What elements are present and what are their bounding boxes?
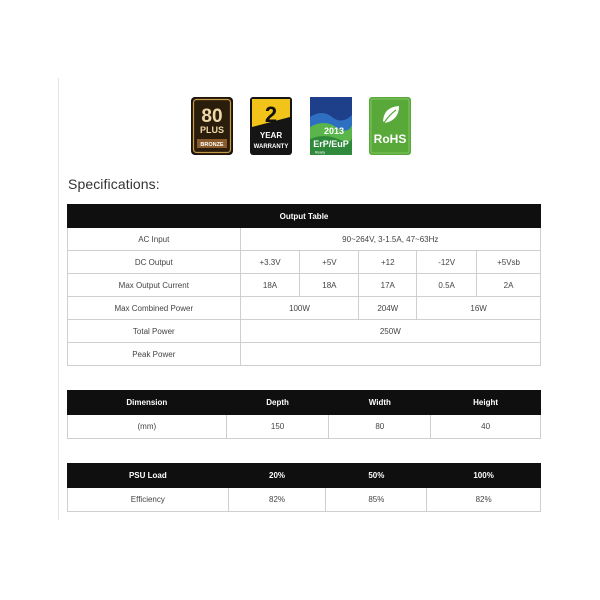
- svg-text:PLUS: PLUS: [199, 125, 225, 135]
- table-header-row: [68, 391, 541, 415]
- output-table: [67, 204, 541, 366]
- erp-eup-2013-logo: [310, 97, 352, 155]
- table-row: [68, 415, 541, 439]
- rohs-logo: [369, 97, 411, 155]
- table-cell: 80: [329, 415, 431, 439]
- peak-power-value: [240, 343, 540, 366]
- 80-plus-bronze-logo: [191, 97, 233, 155]
- table-row: [68, 228, 541, 251]
- table-header-row: [68, 205, 541, 228]
- column-header: 50%: [326, 464, 427, 488]
- max-combined-value: 100W: [240, 297, 359, 320]
- dc-output-rail: +12: [359, 251, 417, 274]
- dc-output-rail: -12V: [417, 251, 477, 274]
- table-row: [68, 274, 541, 297]
- row-label: Max Combined Power: [68, 297, 241, 320]
- max-current-value: 2A: [477, 274, 541, 297]
- row-label: Max Output Current: [68, 274, 241, 297]
- specifications-heading: Specifications:: [68, 176, 160, 192]
- table-cell: Efficiency: [68, 488, 229, 512]
- row-label: Total Power: [68, 320, 241, 343]
- max-current-value: 18A: [240, 274, 300, 297]
- table-cell: 82%: [228, 488, 326, 512]
- table-cell: 150: [226, 415, 329, 439]
- dc-output-rail: +3.3V: [240, 251, 300, 274]
- dimension-table: [67, 390, 541, 439]
- row-label: AC Input: [68, 228, 241, 251]
- table-row: [68, 343, 541, 366]
- table-cell: 40: [431, 415, 541, 439]
- total-power-value: 250W: [240, 320, 540, 343]
- max-current-value: 18A: [300, 274, 359, 297]
- column-header: 20%: [228, 464, 326, 488]
- 2-year-warranty-logo: [250, 97, 292, 155]
- table-row: [68, 320, 541, 343]
- svg-text:WARRANTY: WARRANTY: [253, 144, 289, 150]
- certification-badges: [0, 97, 600, 157]
- row-label: DC Output: [68, 251, 241, 274]
- column-header: Height: [431, 391, 541, 415]
- column-header: Depth: [226, 391, 329, 415]
- max-current-value: 17A: [359, 274, 417, 297]
- ac-input-value: 90~264V, 3-1.5A, 47~63Hz: [240, 228, 540, 251]
- table-row: [68, 297, 541, 320]
- svg-text:2: 2: [264, 102, 278, 127]
- svg-text:RoHS: RoHS: [373, 132, 407, 146]
- column-header: PSU Load: [68, 464, 229, 488]
- svg-text:Ready: Ready: [315, 150, 326, 155]
- max-combined-value: 16W: [417, 297, 541, 320]
- row-label: Peak Power: [68, 343, 241, 366]
- svg-text:80: 80: [201, 106, 223, 127]
- max-current-value: 0.5A: [417, 274, 477, 297]
- svg-text:ErP/EuP: ErP/EuP: [313, 139, 349, 149]
- dc-output-rail: +5Vsb: [477, 251, 541, 274]
- column-header: 100%: [427, 464, 541, 488]
- table-cell: 85%: [326, 488, 427, 512]
- max-combined-value: 204W: [359, 297, 417, 320]
- psu-load-table: [67, 463, 541, 512]
- column-header: Dimension: [68, 391, 227, 415]
- svg-text:YEAR: YEAR: [259, 131, 283, 140]
- table-row: [68, 488, 541, 512]
- table-cell: (mm): [68, 415, 227, 439]
- output-table-title: Output Table: [68, 205, 541, 228]
- svg-text:BRONZE: BRONZE: [200, 142, 224, 148]
- column-header: Width: [329, 391, 431, 415]
- table-row: [68, 251, 541, 274]
- table-header-row: [68, 464, 541, 488]
- svg-text:2013: 2013: [323, 126, 345, 136]
- table-cell: 82%: [427, 488, 541, 512]
- dc-output-rail: +5V: [300, 251, 359, 274]
